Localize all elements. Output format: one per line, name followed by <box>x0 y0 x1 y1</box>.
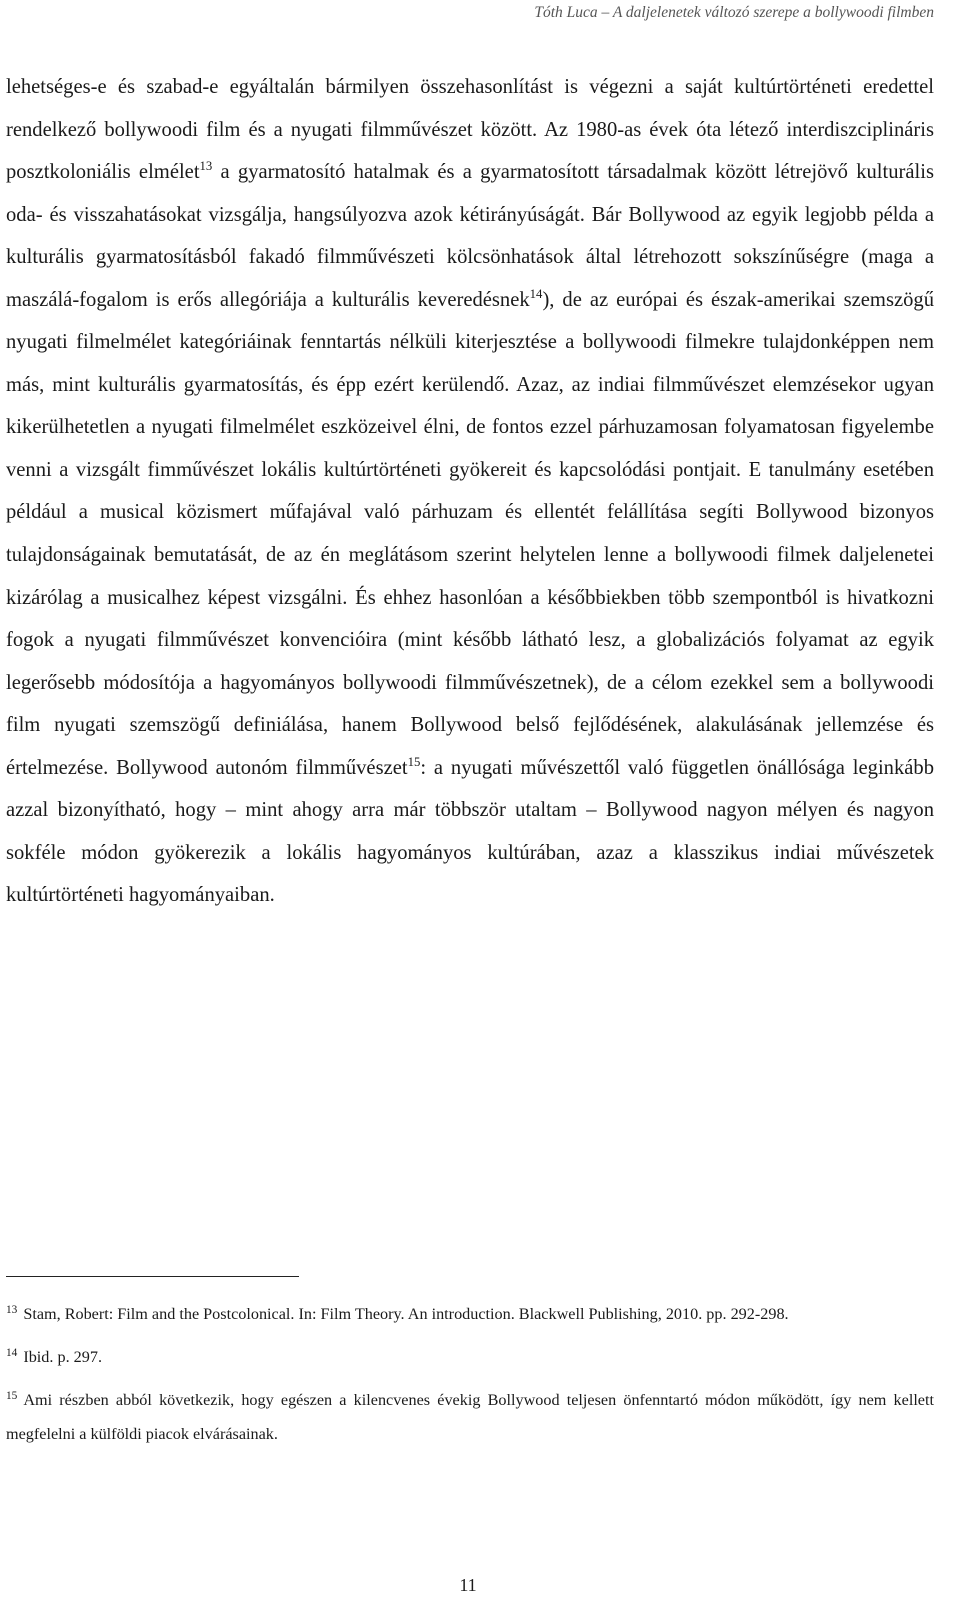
footnote-ref-13[interactable]: 13 <box>199 159 213 174</box>
footnote-14 <box>6 1340 934 1374</box>
footnote-ref-15[interactable]: 15 <box>407 754 421 769</box>
body-text-segment: : a nyugati művészettől való független önállósága leginkább azzal bizonyítható, hogy – mint ahogy arra már többször utaltam – Bollywood nagyon mélyen és nagyon sokféle módon gyökerezik a lokális hagyományos kultúrában, azaz a klasszikus indiai művészetek kultúrtörténeti hagyományaiban. <box>6 756 934 907</box>
page-number: 11 <box>459 1575 477 1595</box>
footnote-text: Ami részben abból következik, hogy egészen a kilencvenes évekig Bollywood teljesen önfenntartó módon működött, így nem kellett megfelelni a külföldi piacok elvárásainak. <box>6 1391 934 1443</box>
running-header: Tóth Luca – A daljelenetek változó szerepe a bollywoodi filmben <box>534 4 934 21</box>
footnote-text: Ibid. p. 297. <box>23 1348 103 1366</box>
footnote-13 <box>6 1297 934 1331</box>
footnote-number: 13 <box>6 1303 18 1316</box>
footnote-number: 15 <box>6 1389 18 1402</box>
body-text-segment: a gyarmatosító hatalmak és a gyarmatosított társadalmak között létrejövő kulturális oda- és visszahatásokat vizsgálja, hangsúlyozva azok kétirányúságát. Bár Bollywood az egyik legjobb példa a kulturális gyarmatosításból fakadó filmművészeti kölcsönhatások által létrehozott sokszínűségre (maga a maszálá-fogalom is erős allegóriája a kulturális keveredésnek <box>6 161 935 311</box>
body-paragraph <box>6 66 934 917</box>
footnote-ref-14[interactable]: 14 <box>529 286 543 301</box>
footnote-15 <box>6 1383 934 1451</box>
footnotes-section <box>6 1297 934 1451</box>
footnote-number: 14 <box>6 1346 18 1359</box>
footnote-separator <box>6 1276 299 1277</box>
footnote-text: Stam, Robert: Film and the Postcolonical. In: Film Theory. An introduction. Blackwell Publishing, 2010. pp. 292-298. <box>23 1305 789 1323</box>
body-text-segment: ), de az európai és észak-amerikai szemszögű nyugati filmelmélet kategóriáinak fenntartás nélküli kiterjesztése a bollywoodi filmekre tulajdonképpen nem más, mint kulturális gyarmatosítás, és épp ezért kerülendő. Azaz, az indiai filmművészet elemzésekor ugyan kikerülhetetlen a nyugati filmelmélet eszközeivel élni, de fontos ezzel párhuzamosan folyamatosan figyelembe venni a vizsgált fimművészet lokális kultúrtörténeti gyökereit és kapcsolódási pontjait. E tanulmány esetében például a musical közismert műfajával való párhuzam és ellentét felállítása segíti Bollywood bizonyos tulajdonságainak bemutatását, de az én meglátásom szerint helytelen lenne a bollywoodi filmek daljelenetei kizárólag a musicalhez képest vizsgálni. És ehhez hasonlóan a későbbiekben több szempontból is hivatkozni fogok a nyugati filmművészet konvencióira (mint később látható lesz, a globalizációs folyamat az egyik legerősebb módosítója a hagyományos bollywoodi filmművészetnek), de a célom ezekkel sem a bollywoodi film nyugati szemszögű definiálása, hanem Bollywood belső fejlődésének, alakulásának jellemzése és értelmezése. Bollywood autonóm filmművészet <box>6 288 934 779</box>
body-text-segment: lehetséges-e és szabad-e egyáltalán bármilyen összehasonlítást is végezni a saját kultúrtörténeti eredettel rendelkező bollywoodi film és a nyugati filmművészet között. Az 1980-as évek óta létező interdiszciplináris posztkoloniális elmélet <box>6 76 934 184</box>
